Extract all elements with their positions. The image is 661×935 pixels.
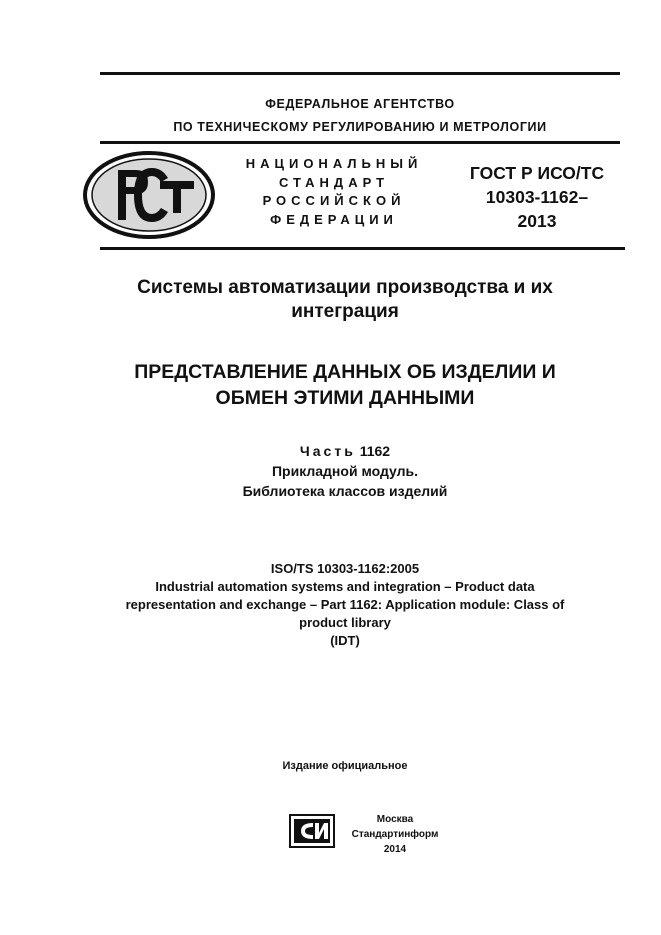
agency-name — [100, 93, 620, 139]
main-title-line-1: ПРЕДСТАВЛЕНИЕ ДАННЫХ ОБ ИЗДЕЛИИ И — [134, 361, 556, 383]
main-title-line-2: ОБМЕН ЭТИМИ ДАННЫМИ — [215, 387, 475, 409]
national-standard-line-2: СТАНДАРТ — [278, 174, 390, 190]
designation-line-2: 10303-1162– — [485, 187, 589, 207]
national-standard-line-3: РОССИЙСКОЙ — [262, 193, 406, 208]
agency-line-2: ПО ТЕХНИЧЕСКОМУ РЕГУЛИРОВАНИЮ И МЕТРОЛОГИИ — [173, 120, 547, 134]
publisher-info — [340, 812, 450, 857]
part-heading — [100, 441, 590, 461]
series-title — [80, 276, 610, 324]
part-line-3: Библиотека классов изделий — [242, 483, 448, 499]
iso-reference — [60, 560, 630, 650]
top-rule — [100, 72, 620, 75]
national-standard-line-1: НАЦИОНАЛЬНЫЙ — [245, 156, 423, 171]
series-title-line-1: Системы автоматизации производства и их — [137, 277, 553, 298]
publisher-year: 2014 — [383, 844, 407, 855]
gost-logo — [82, 150, 216, 240]
part-info — [100, 441, 590, 501]
publisher-name: Стандартинформ — [351, 829, 439, 840]
iso-idt: (IDT) — [330, 633, 360, 648]
national-standard-label — [218, 155, 450, 229]
agency-line-1: ФЕДЕРАЛЬНОЕ АГЕНТСТВО — [265, 97, 455, 111]
publisher-logo — [289, 814, 335, 848]
publisher-mark-text: СИ — [289, 814, 291, 815]
designation-line-3: 2013 — [517, 211, 557, 231]
standard-designation — [452, 161, 622, 233]
national-standard-line-4: ФЕДЕРАЦИИ — [270, 211, 398, 227]
main-title — [80, 359, 610, 411]
publisher-city: Москва — [376, 814, 414, 825]
header-rule-bottom — [100, 247, 625, 250]
series-title-line-2: интеграция — [291, 301, 399, 322]
gost-seal-text: РСТ — [82, 150, 84, 151]
iso-ref-number: ISO/TS 10303-1162:2005 — [270, 561, 420, 576]
iso-title-line-3: product library — [299, 615, 391, 630]
part-number: 1162 — [359, 443, 391, 459]
part-line-2: Прикладной модуль. — [271, 463, 419, 479]
edition-label: Издание официальное — [282, 760, 408, 772]
iso-title-line-1: Industrial automation systems and integration – Product data — [155, 579, 535, 594]
iso-title-line-2: representation and exchange – Part 1162: Application module: Class of — [125, 597, 565, 612]
part-label: Часть — [299, 443, 356, 459]
designation-line-1: ГОСТ Р ИСО/ТС — [469, 163, 605, 183]
agency-rule-bottom — [100, 141, 620, 144]
